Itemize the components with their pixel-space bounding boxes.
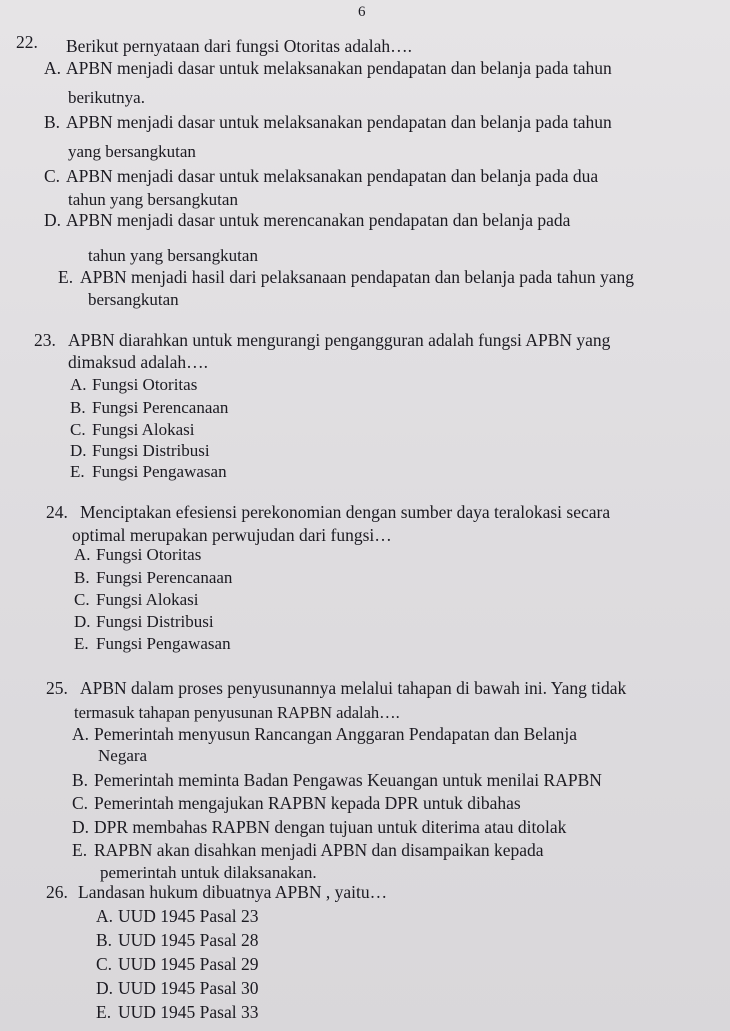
option-text: Pemerintah mengajukan RAPBN kepada DPR untuk dibahas: [94, 793, 521, 813]
option-letter: B.: [44, 112, 61, 132]
option-text: Fungsi Pengawasan: [92, 462, 227, 481]
question-stem-line-1: APBN dalam proses penyusunannya melalui tahapan di bawah ini. Yang tidak: [80, 678, 627, 698]
option-text: Fungsi Perencanaan: [96, 568, 233, 587]
option-d-continuation: tahun yang bersangkutan: [88, 246, 258, 265]
option-letter: D.: [72, 817, 90, 837]
option-text: UUD 1945 Pasal 28: [118, 930, 259, 950]
option-c: [96, 954, 258, 975]
option-d: [44, 210, 570, 231]
option-text: APBN menjadi dasar untuk melaksanakan pendapatan dan belanja pada dua: [66, 166, 599, 186]
question-stem-line-1: Menciptakan efesiensi perekonomian dengan sumber daya teralokasi secara: [80, 502, 611, 522]
option-letter: E.: [74, 634, 89, 653]
question-number: 24.: [46, 502, 68, 522]
question-stem: Landasan hukum dibuatnya APBN , yaitu…: [78, 882, 388, 902]
option-b: [74, 568, 232, 588]
option-letter: E.: [72, 840, 88, 860]
question-stem-line-1: APBN diarahkan untuk mengurangi pengangguran adalah fungsi APBN yang: [68, 330, 611, 350]
option-d: [70, 441, 210, 461]
option-e: [58, 267, 634, 288]
option-text: APBN menjadi hasil dari pelaksanaan pendapatan dan belanja pada tahun yang: [80, 267, 634, 287]
question-stem-line-2: optimal merupakan perwujudan dari fungsi…: [72, 525, 392, 545]
option-letter: E.: [70, 462, 85, 481]
option-text: Pemerintah menyusun Rancangan Anggaran Pendapatan dan Belanja: [94, 724, 578, 744]
option-text: Fungsi Pengawasan: [96, 634, 231, 653]
option-text: Fungsi Alokasi: [96, 590, 199, 609]
option-a: [96, 906, 258, 927]
option-c: [70, 420, 195, 440]
option-text: Fungsi Alokasi: [92, 420, 195, 439]
option-b: [72, 770, 602, 791]
question-number: 23.: [34, 330, 56, 350]
page-number: 6: [358, 4, 366, 20]
option-text: APBN menjadi dasar untuk melaksanakan pendapatan dan belanja pada tahun: [66, 112, 612, 132]
option-text: UUD 1945 Pasal 23: [118, 906, 259, 926]
option-e: [96, 1002, 258, 1023]
option-text: Fungsi Distribusi: [92, 441, 210, 460]
option-d: [96, 978, 258, 999]
option-a: [72, 724, 577, 745]
option-text: UUD 1945 Pasal 33: [118, 1002, 259, 1022]
option-c-continuation: tahun yang bersangkutan: [68, 190, 238, 209]
option-letter: E.: [58, 267, 74, 287]
option-c: [74, 590, 199, 610]
option-a: [74, 545, 201, 565]
option-text: Fungsi Otoritas: [92, 375, 198, 394]
option-text: APBN menjadi dasar untuk melaksanakan pendapatan dan belanja pada tahun: [66, 58, 612, 78]
option-e: [72, 840, 544, 861]
option-letter: B.: [74, 568, 90, 587]
question-number: 22.: [16, 32, 38, 52]
option-e-continuation: pemerintah untuk dilaksanakan.: [100, 863, 317, 882]
option-b: [96, 930, 258, 951]
option-e: [74, 634, 231, 654]
option-a: [44, 58, 612, 79]
option-a: [70, 375, 197, 395]
option-b-continuation: yang bersangkutan: [68, 142, 196, 161]
option-text: RAPBN akan disahkan menjadi APBN dan disampaikan kepada: [94, 840, 544, 860]
option-text: Fungsi Otoritas: [96, 545, 202, 564]
option-letter: A.: [70, 375, 87, 394]
option-e: [70, 462, 227, 482]
option-text: Pemerintah meminta Badan Pengawas Keuangan untuk menilai RAPBN: [94, 770, 602, 790]
option-letter: C.: [44, 166, 61, 186]
question-stem: Berikut pernyataan dari fungsi Otoritas adalah….: [66, 36, 413, 56]
question-stem-line-2: termasuk tahapan penyusunan RAPBN adalah….: [74, 703, 400, 722]
option-letter: E.: [96, 1002, 112, 1022]
option-letter: B.: [72, 770, 89, 790]
option-letter: C.: [70, 420, 86, 439]
question-number: 25.: [46, 678, 68, 698]
option-text: Fungsi Distribusi: [96, 612, 214, 631]
option-letter: D.: [70, 441, 87, 460]
option-b: [44, 112, 612, 133]
option-text: APBN menjadi dasar untuk merencanakan pendapatan dan belanja pada: [66, 210, 571, 230]
option-letter: B.: [70, 398, 86, 417]
option-c: [72, 793, 521, 814]
option-letter: A.: [44, 58, 62, 78]
option-text: Fungsi Perencanaan: [92, 398, 229, 417]
option-letter: C.: [74, 590, 90, 609]
option-letter: B.: [96, 930, 113, 950]
option-a-continuation: Negara: [98, 746, 148, 765]
option-text: UUD 1945 Pasal 30: [118, 978, 259, 998]
option-letter: C.: [96, 954, 113, 974]
question-number: 26.: [46, 882, 68, 902]
question-stem-line-2: dimaksud adalah….: [68, 352, 208, 372]
option-c: [44, 166, 598, 187]
option-letter: D.: [96, 978, 114, 998]
option-e-continuation: bersangkutan: [88, 290, 179, 309]
option-letter: A.: [74, 545, 91, 564]
option-a-continuation: berikutnya.: [68, 88, 145, 107]
option-letter: A.: [96, 906, 114, 926]
option-text: DPR membahas RAPBN dengan tujuan untuk diterima atau ditolak: [94, 817, 567, 837]
option-text: UUD 1945 Pasal 29: [118, 954, 259, 974]
option-d: [72, 817, 566, 838]
option-letter: D.: [44, 210, 62, 230]
option-b: [70, 398, 228, 418]
option-letter: C.: [72, 793, 89, 813]
option-d: [74, 612, 214, 632]
option-letter: D.: [74, 612, 91, 631]
option-letter: A.: [72, 724, 90, 744]
